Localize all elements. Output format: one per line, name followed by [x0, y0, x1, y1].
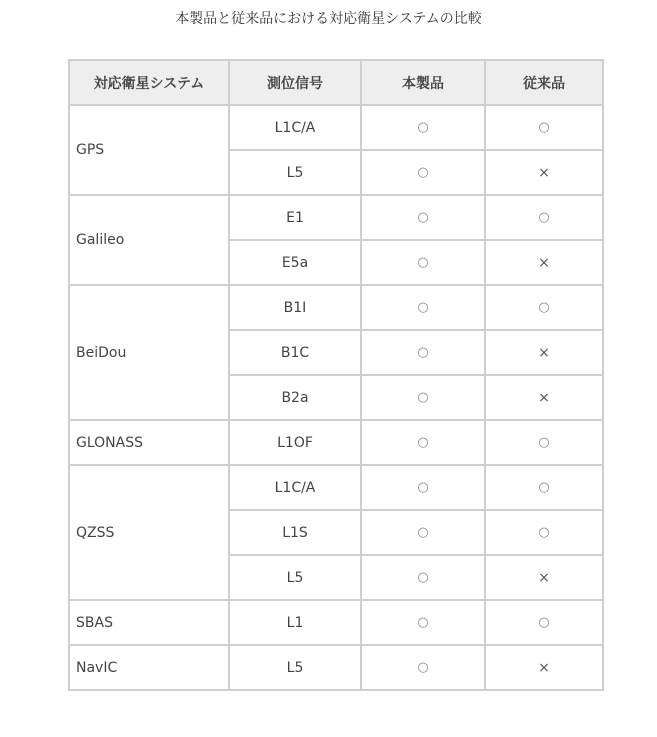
signal-cell: L1 — [229, 600, 361, 645]
system-cell: Galileo — [69, 195, 229, 285]
this-product-cell: ○ — [361, 375, 485, 420]
previous-product-cell: × — [485, 240, 603, 285]
header-signal: 測位信号 — [229, 60, 361, 105]
previous-product-cell: ○ — [485, 600, 603, 645]
previous-product-cell: ○ — [485, 465, 603, 510]
system-cell: GLONASS — [69, 420, 229, 465]
this-product-cell: ○ — [361, 105, 485, 150]
previous-product-cell: ○ — [485, 105, 603, 150]
header-row — [69, 60, 603, 105]
previous-product-cell: × — [485, 150, 603, 195]
previous-product-cell: ○ — [485, 510, 603, 555]
system-cell: NavIC — [69, 645, 229, 690]
signal-cell: L1OF — [229, 420, 361, 465]
signal-cell: L5 — [229, 555, 361, 600]
signal-cell: L1S — [229, 510, 361, 555]
table-row — [69, 105, 603, 150]
previous-product-cell: ○ — [485, 420, 603, 465]
table-row — [69, 465, 603, 510]
table-row — [69, 195, 603, 240]
previous-product-cell: ○ — [485, 195, 603, 240]
system-cell: QZSS — [69, 465, 229, 600]
this-product-cell: ○ — [361, 555, 485, 600]
this-product-cell: ○ — [361, 240, 485, 285]
signal-cell: E1 — [229, 195, 361, 240]
signal-cell: E5a — [229, 240, 361, 285]
header-this-product: 本製品 — [361, 60, 485, 105]
system-cell: BeiDou — [69, 285, 229, 420]
signal-cell: B1I — [229, 285, 361, 330]
header-system: 対応衛星システム — [69, 60, 229, 105]
this-product-cell: ○ — [361, 645, 485, 690]
this-product-cell: ○ — [361, 510, 485, 555]
header-previous-product: 従来品 — [485, 60, 603, 105]
system-cell: GPS — [69, 105, 229, 195]
this-product-cell: ○ — [361, 465, 485, 510]
signal-cell: B2a — [229, 375, 361, 420]
previous-product-cell: × — [485, 330, 603, 375]
this-product-cell: ○ — [361, 420, 485, 465]
previous-product-cell: × — [485, 555, 603, 600]
this-product-cell: ○ — [361, 600, 485, 645]
this-product-cell: ○ — [361, 285, 485, 330]
table-caption: 本製品と従来品における対応衛星システムの比較 — [175, 11, 482, 27]
table-row — [69, 420, 603, 465]
signal-cell: L1C/A — [229, 465, 361, 510]
signal-cell: L5 — [229, 150, 361, 195]
table-row — [69, 600, 603, 645]
this-product-cell: ○ — [361, 330, 485, 375]
previous-product-cell: ○ — [485, 285, 603, 330]
this-product-cell: ○ — [361, 150, 485, 195]
signal-cell: B1C — [229, 330, 361, 375]
table-row — [69, 285, 603, 330]
system-cell: SBAS — [69, 600, 229, 645]
signal-cell: L1C/A — [229, 105, 361, 150]
table-row — [69, 645, 603, 690]
previous-product-cell: × — [485, 375, 603, 420]
signal-cell: L5 — [229, 645, 361, 690]
previous-product-cell: × — [485, 645, 603, 690]
this-product-cell: ○ — [361, 195, 485, 240]
comparison-table — [68, 59, 604, 691]
